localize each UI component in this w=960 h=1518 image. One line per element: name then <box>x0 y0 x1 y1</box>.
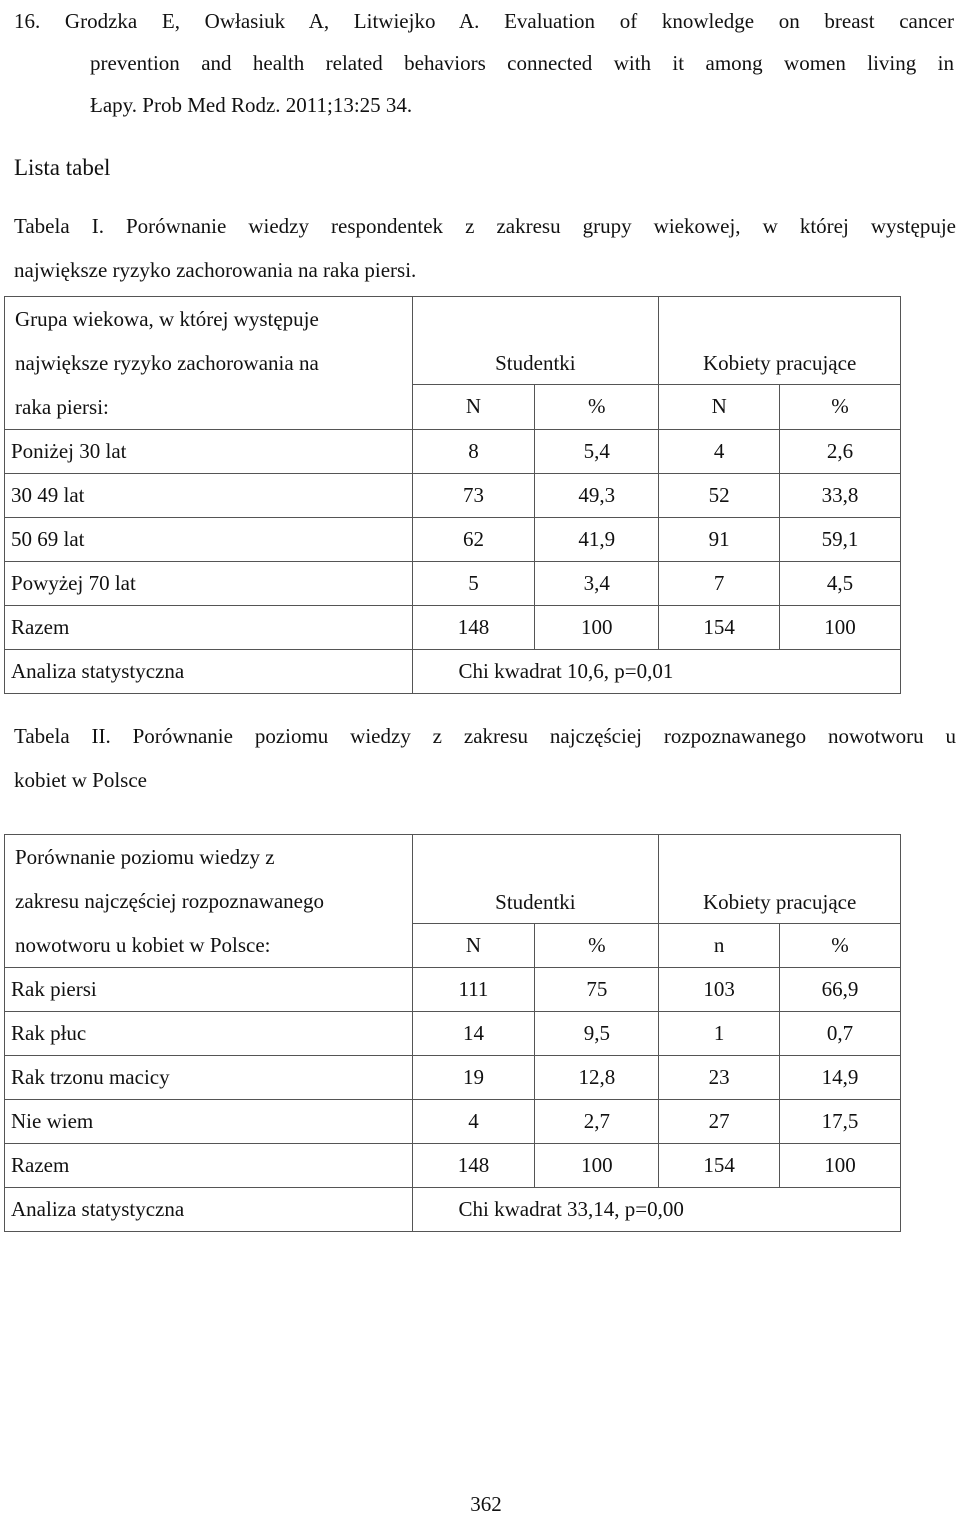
subheader-cell: % <box>535 384 659 429</box>
caption-line: kobiet w Polsce <box>14 768 147 792</box>
cell: 154 <box>659 1144 780 1188</box>
subheader-cell: N <box>659 384 780 429</box>
stat-value: Chi kwadrat 10,6, p=0,01 <box>412 650 900 694</box>
cell: 73 <box>412 474 535 518</box>
table2 <box>4 834 901 1232</box>
header-line: zakresu najczęściej rozpoznawanego <box>15 889 324 913</box>
stat-row <box>5 1188 901 1232</box>
cell: 154 <box>659 606 780 650</box>
row-label: Razem <box>5 606 413 650</box>
group-header: Studentki <box>412 297 659 385</box>
row-label: Nie wiem <box>5 1100 413 1144</box>
subheader-cell: % <box>535 923 659 967</box>
cell: 14 <box>412 1012 535 1056</box>
group-header: Kobiety pracujące <box>659 297 901 385</box>
row-label: 30 49 lat <box>5 474 413 518</box>
cell: 33,8 <box>780 474 901 518</box>
group-header: Kobiety pracujące <box>659 835 901 924</box>
table1 <box>4 296 901 694</box>
reference-line: 16. Grodzka E, Owłasiuk A, Litwiejko A. Evaluation of knowledge on breast cancer <box>14 9 954 33</box>
caption-line: Tabela I. Porównanie wiedzy respondentek z zakresu grupy wiekowej, w której występuje <box>14 214 956 238</box>
group-header: Studentki <box>412 835 659 924</box>
cell: 9,5 <box>535 1012 659 1056</box>
cell: 1 <box>659 1012 780 1056</box>
table-row <box>5 606 901 650</box>
cell: 12,8 <box>535 1056 659 1100</box>
table-header-label <box>5 835 413 968</box>
stat-label: Analiza statystyczna <box>5 1188 413 1232</box>
header-line: Grupa wiekowa, w której występuje <box>15 307 319 331</box>
subheader-cell: % <box>780 384 901 429</box>
table-row <box>5 474 901 518</box>
row-label: Rak piersi <box>5 968 413 1012</box>
cell: 111 <box>412 968 535 1012</box>
cell: 62 <box>412 518 535 562</box>
caption-line: Tabela II. Porównanie poziomu wiedzy z zakresu najczęściej rozpoznawanego nowotworu u <box>14 724 956 748</box>
table-row <box>5 1056 901 1100</box>
cell: 5,4 <box>535 430 659 474</box>
cell: 4,5 <box>780 562 901 606</box>
cell: 41,9 <box>535 518 659 562</box>
reference-line: Łapy. Prob Med Rodz. 2011;13:25 34. <box>90 93 413 117</box>
cell: 49,3 <box>535 474 659 518</box>
table-row <box>5 430 901 474</box>
cell: 27 <box>659 1100 780 1144</box>
cell: 52 <box>659 474 780 518</box>
stat-row <box>5 650 901 694</box>
stat-label: Analiza statystyczna <box>5 650 413 694</box>
cell: 100 <box>535 606 659 650</box>
reference-line: prevention and health related behaviors connected with it among women living in <box>90 51 954 75</box>
subheader-cell: % <box>780 923 901 967</box>
header-line: raka piersi: <box>15 395 109 419</box>
header-line: Porównanie poziomu wiedzy z <box>15 845 275 869</box>
table-row <box>5 1144 901 1188</box>
row-label: Powyżej 70 lat <box>5 562 413 606</box>
cell: 2,7 <box>535 1100 659 1144</box>
cell: 4 <box>412 1100 535 1144</box>
page-number: 362 <box>470 1492 502 1516</box>
table-row <box>5 968 901 1012</box>
cell: 100 <box>780 1144 901 1188</box>
cell: 17,5 <box>780 1100 901 1144</box>
subheader-cell: N <box>412 923 535 967</box>
cell: 148 <box>412 1144 535 1188</box>
cell: 3,4 <box>535 562 659 606</box>
caption-line: największe ryzyko zachorowania na raka piersi. <box>14 258 417 282</box>
cell: 19 <box>412 1056 535 1100</box>
stat-value: Chi kwadrat 33,14, p=0,00 <box>412 1188 900 1232</box>
cell: 7 <box>659 562 780 606</box>
header-line: nowotworu u kobiet w Polsce: <box>15 933 271 957</box>
cell: 0,7 <box>780 1012 901 1056</box>
cell: 59,1 <box>780 518 901 562</box>
subheader-cell: n <box>659 923 780 967</box>
cell: 66,9 <box>780 968 901 1012</box>
table-header-label <box>5 297 413 430</box>
table-row <box>5 1100 901 1144</box>
section-title: Lista tabel <box>14 155 111 180</box>
cell: 103 <box>659 968 780 1012</box>
reference-entry <box>14 0 954 126</box>
cell: 75 <box>535 968 659 1012</box>
header-line: największe ryzyko zachorowania na <box>15 351 319 375</box>
cell: 91 <box>659 518 780 562</box>
subheader-cell: N <box>412 384 535 429</box>
row-label: Rak płuc <box>5 1012 413 1056</box>
cell: 5 <box>412 562 535 606</box>
row-label: 50 69 lat <box>5 518 413 562</box>
cell: 2,6 <box>780 430 901 474</box>
table1-caption <box>14 204 956 292</box>
row-label: Poniżej 30 lat <box>5 430 413 474</box>
cell: 8 <box>412 430 535 474</box>
cell: 23 <box>659 1056 780 1100</box>
table-row <box>5 518 901 562</box>
cell: 14,9 <box>780 1056 901 1100</box>
cell: 100 <box>535 1144 659 1188</box>
row-label: Rak trzonu macicy <box>5 1056 413 1100</box>
cell: 4 <box>659 430 780 474</box>
row-label: Razem <box>5 1144 413 1188</box>
table2-caption <box>14 714 956 802</box>
cell: 148 <box>412 606 535 650</box>
cell: 100 <box>780 606 901 650</box>
table-row <box>5 1012 901 1056</box>
table-row <box>5 562 901 606</box>
